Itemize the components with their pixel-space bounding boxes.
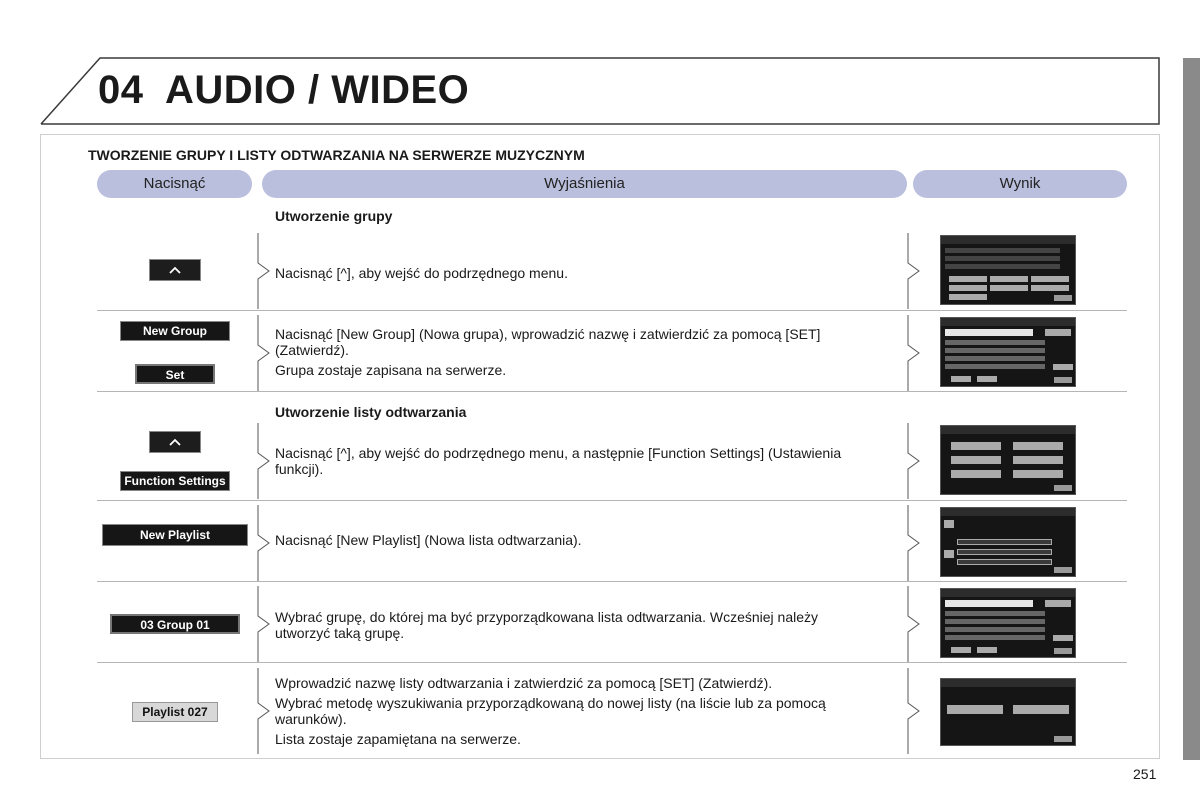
playlist-027-button: Playlist 027 (132, 702, 218, 722)
row-1-explanation (275, 265, 875, 285)
result-bracket (907, 233, 925, 309)
row-bracket (257, 505, 273, 581)
explanation-line: Grupa zostaje zapisana na serwerze. (275, 362, 507, 378)
result-bracket (907, 423, 925, 499)
explanation-line: Nacisnąć [^], aby wejść do podrzędnego menu, a następnie [Function Settings] (Ustawienia funkcji). (275, 445, 842, 477)
row-bracket (257, 668, 273, 754)
subhead-create-playlist: Utworzenie listy odtwarzania (275, 404, 467, 420)
row-bracket (257, 315, 273, 391)
row-3-explanation (275, 445, 875, 481)
row-bracket (257, 233, 273, 309)
column-header-result: Wynik (913, 170, 1127, 198)
up-button (149, 431, 201, 453)
section-title: TWORZENIE GRUPY I LISTY ODTWARZANIA NA SERWERZE MUZYCZNYM (88, 147, 585, 163)
new-group-button: New Group (120, 321, 230, 341)
result-bracket (907, 668, 925, 754)
function-settings-button: Function Settings (120, 471, 230, 491)
new-playlist-button: New Playlist (102, 524, 248, 546)
row-divider (97, 662, 1127, 663)
set-button: Set (135, 364, 215, 384)
chapter-number: 04 (98, 68, 144, 112)
result-screenshot (940, 588, 1076, 658)
explanation-line: Lista zostaje zapamiętana na serwerze. (275, 731, 521, 747)
row-divider (97, 581, 1127, 582)
page-number: 251 (1133, 766, 1157, 782)
row-divider (97, 500, 1127, 501)
column-header-explanation: Wyjaśnienia (262, 170, 907, 198)
row-divider (97, 310, 1127, 311)
result-bracket (907, 505, 925, 581)
result-screenshot (940, 425, 1076, 495)
explanation-line: Nacisnąć [^], aby wejść do podrzędnego menu. (275, 265, 568, 281)
chevron-up-icon (150, 432, 200, 452)
subhead-create-group: Utworzenie grupy (275, 208, 393, 224)
result-screenshot (940, 678, 1076, 746)
result-screenshot (940, 235, 1076, 305)
explanation-line: Wybrać metodę wyszukiwania przyporządkowaną do nowej listy (na liście lub za pomocą warunków). (275, 695, 826, 727)
up-button (149, 259, 201, 281)
row-6-explanation (275, 675, 885, 751)
result-screenshot (940, 507, 1076, 577)
row-divider (97, 391, 1127, 392)
row-5-explanation (275, 609, 875, 645)
row-bracket (257, 423, 273, 499)
content-box (40, 134, 1160, 759)
result-bracket (907, 586, 925, 662)
explanation-line: Wprowadzić nazwę listy odtwarzania i zatwierdzić za pomocą [SET] (Zatwierdź). (275, 675, 773, 691)
page-edge-tab (1183, 58, 1200, 760)
explanation-line: Wybrać grupę, do której ma być przyporządkowana lista odtwarzania. Wcześniej należy utworzyć taką grupę. (275, 609, 819, 641)
result-bracket (907, 315, 925, 391)
chevron-up-icon (150, 260, 200, 280)
column-header-press: Nacisnąć (97, 170, 252, 198)
row-4-explanation (275, 532, 875, 552)
row-2-explanation (275, 326, 875, 382)
chapter-title: AUDIO / WIDEO (165, 68, 470, 112)
chapter-header (40, 56, 1160, 126)
row-bracket (257, 586, 273, 662)
explanation-line: Nacisnąć [New Group] (Nowa grupa), wprowadzić nazwę i zatwierdzić za pomocą [SET] (Zatwierdź). (275, 326, 821, 358)
result-screenshot (940, 317, 1076, 387)
explanation-line: Nacisnąć [New Playlist] (Nowa lista odtwarzania). (275, 532, 582, 548)
group-01-button: 03 Group 01 (110, 614, 240, 634)
